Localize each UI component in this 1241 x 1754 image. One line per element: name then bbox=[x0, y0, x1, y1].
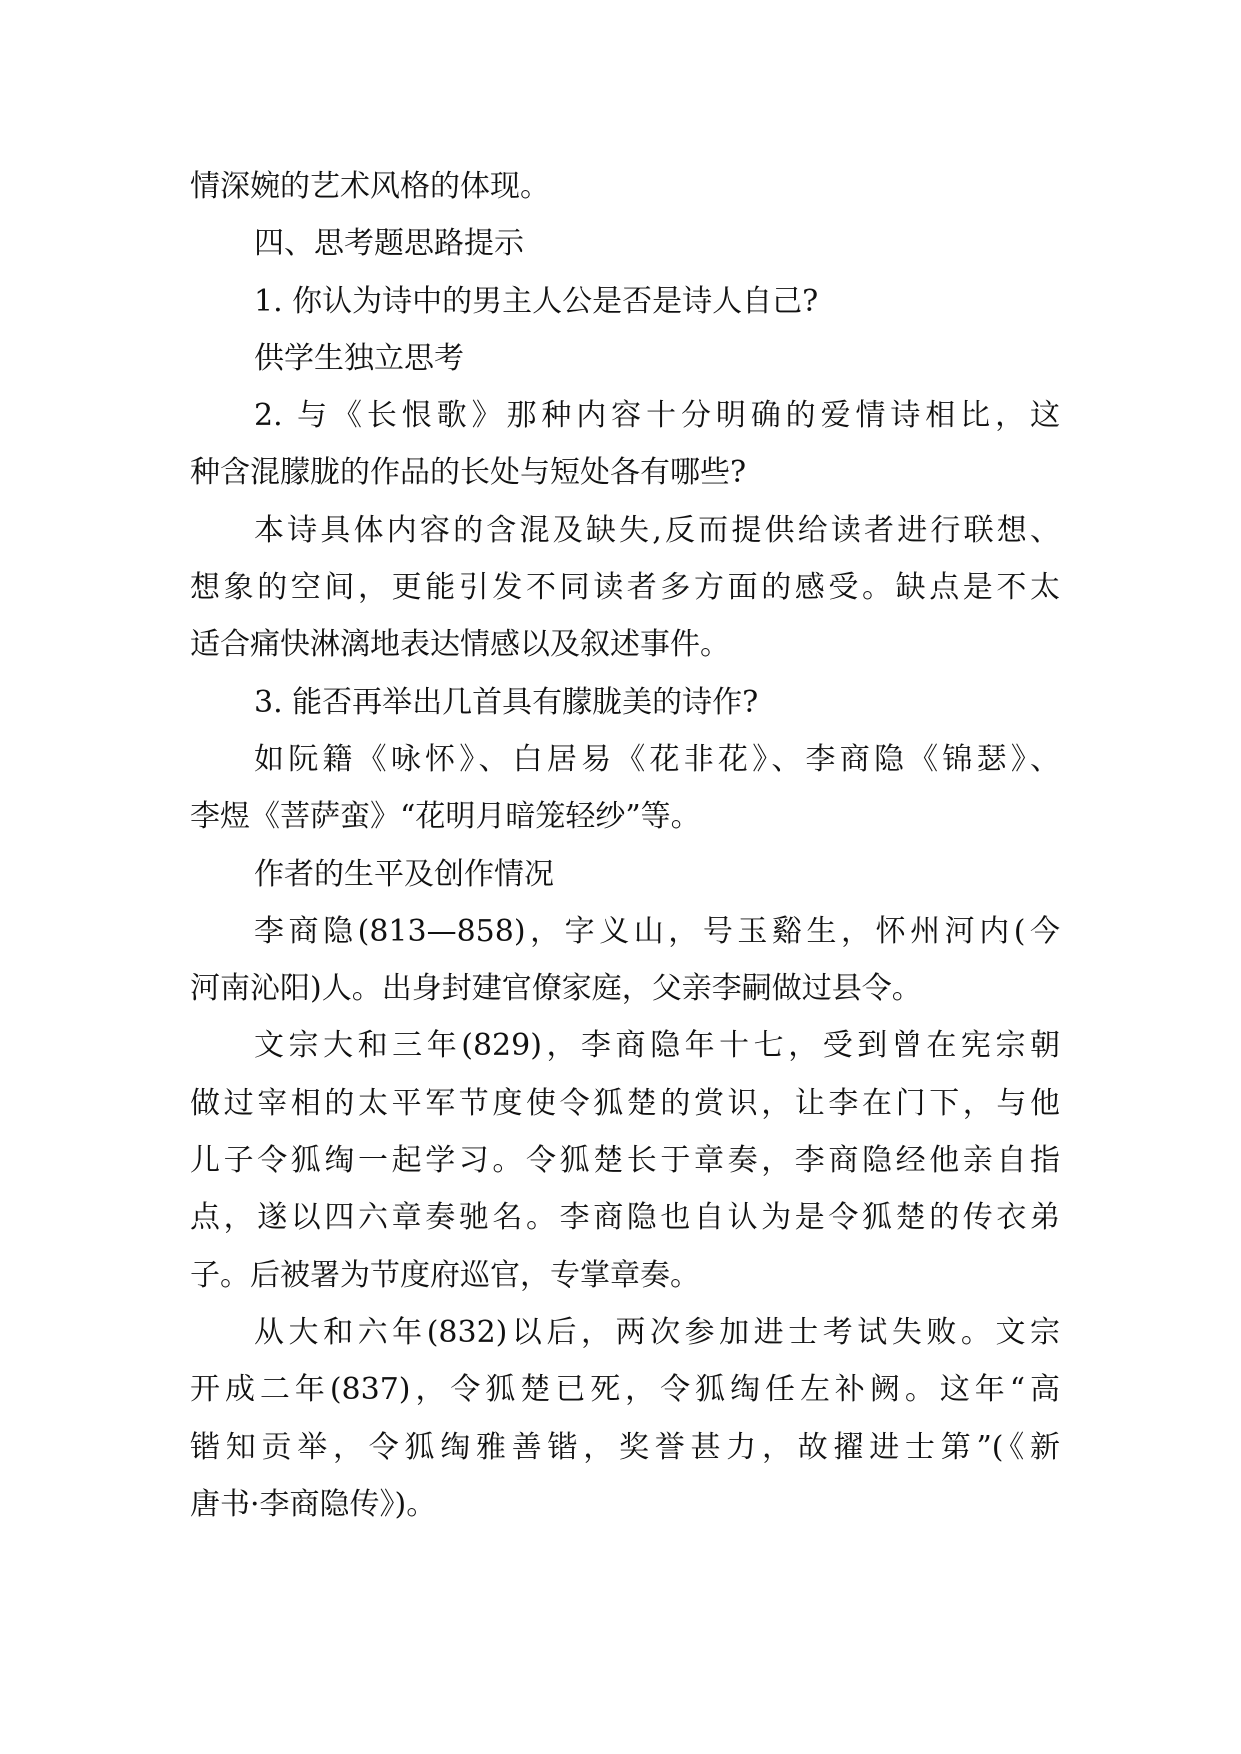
text-line: 开成二年(837)，令狐楚已死，令狐绹任左补阙。这年“高 bbox=[190, 1372, 1060, 1408]
text-line: 想象的空间，更能引发不同读者多方面的感受。缺点是不太 bbox=[190, 570, 1060, 606]
text-line: 情深婉的艺术风格的体现。 bbox=[190, 169, 550, 204]
text-line: 从大和六年(832)以后，两次参加进士考试失败。文宗 bbox=[254, 1314, 1060, 1350]
body-text bbox=[190, 158, 1060, 1533]
text-line: 文宗大和三年(829)，李商隐年十七，受到曾在宪宗朝 bbox=[254, 1028, 1060, 1064]
text-line: 锴知贡举，令狐绹雅善锴，奖誉甚力，故擢进士第”(《新 bbox=[190, 1429, 1060, 1465]
text-line: 1. 你认为诗中的男主人公是否是诗人自己? bbox=[254, 283, 819, 319]
text-line: 供学生独立思考 bbox=[254, 340, 464, 376]
text-line: 李煜《菩萨蛮》“花明月暗笼轻纱”等。 bbox=[190, 799, 701, 835]
text-line: 如阮籍《咏怀》、白居易《花非花》、李商隐《锦瑟》、 bbox=[254, 741, 1060, 777]
text-line: 作者的生平及创作情况 bbox=[254, 856, 554, 892]
text-line: 唐书·李商隐传》)。 bbox=[190, 1486, 437, 1522]
text-line: 儿子令狐绹一起学习。令狐楚长于章奏，李商隐经他亲自指 bbox=[190, 1143, 1060, 1179]
text-line: 种含混朦胧的作品的长处与短处各有哪些? bbox=[190, 455, 747, 491]
text-line: 本诗具体内容的含混及缺失,反而提供给读者进行联想、 bbox=[254, 512, 1060, 548]
text-line: 李商隐(813—858)，字义山，号玉谿生，怀州河内(今 bbox=[254, 913, 1060, 949]
text-line: 子。后被署为节度府巡官，专掌章奏。 bbox=[190, 1257, 700, 1293]
text-line: 做过宰相的太平军节度使令狐楚的赏识，让李在门下，与他 bbox=[190, 1085, 1060, 1121]
text-line: 3. 能否再举出几首具有朦胧美的诗作? bbox=[254, 684, 759, 720]
text-line: 适合痛快淋漓地表达情感以及叙述事件。 bbox=[190, 627, 730, 663]
text-line: 点，遂以四六章奏驰名。李商隐也自认为是令狐楚的传衣弟 bbox=[190, 1200, 1060, 1236]
text-line: 河南沁阳)人。出身封建官僚家庭，父亲李嗣做过县令。 bbox=[190, 971, 922, 1007]
text-line: 四、思考题思路提示 bbox=[254, 226, 524, 262]
text-line: 2. 与《长恨歌》那种内容十分明确的爱情诗相比，这 bbox=[254, 398, 1060, 434]
